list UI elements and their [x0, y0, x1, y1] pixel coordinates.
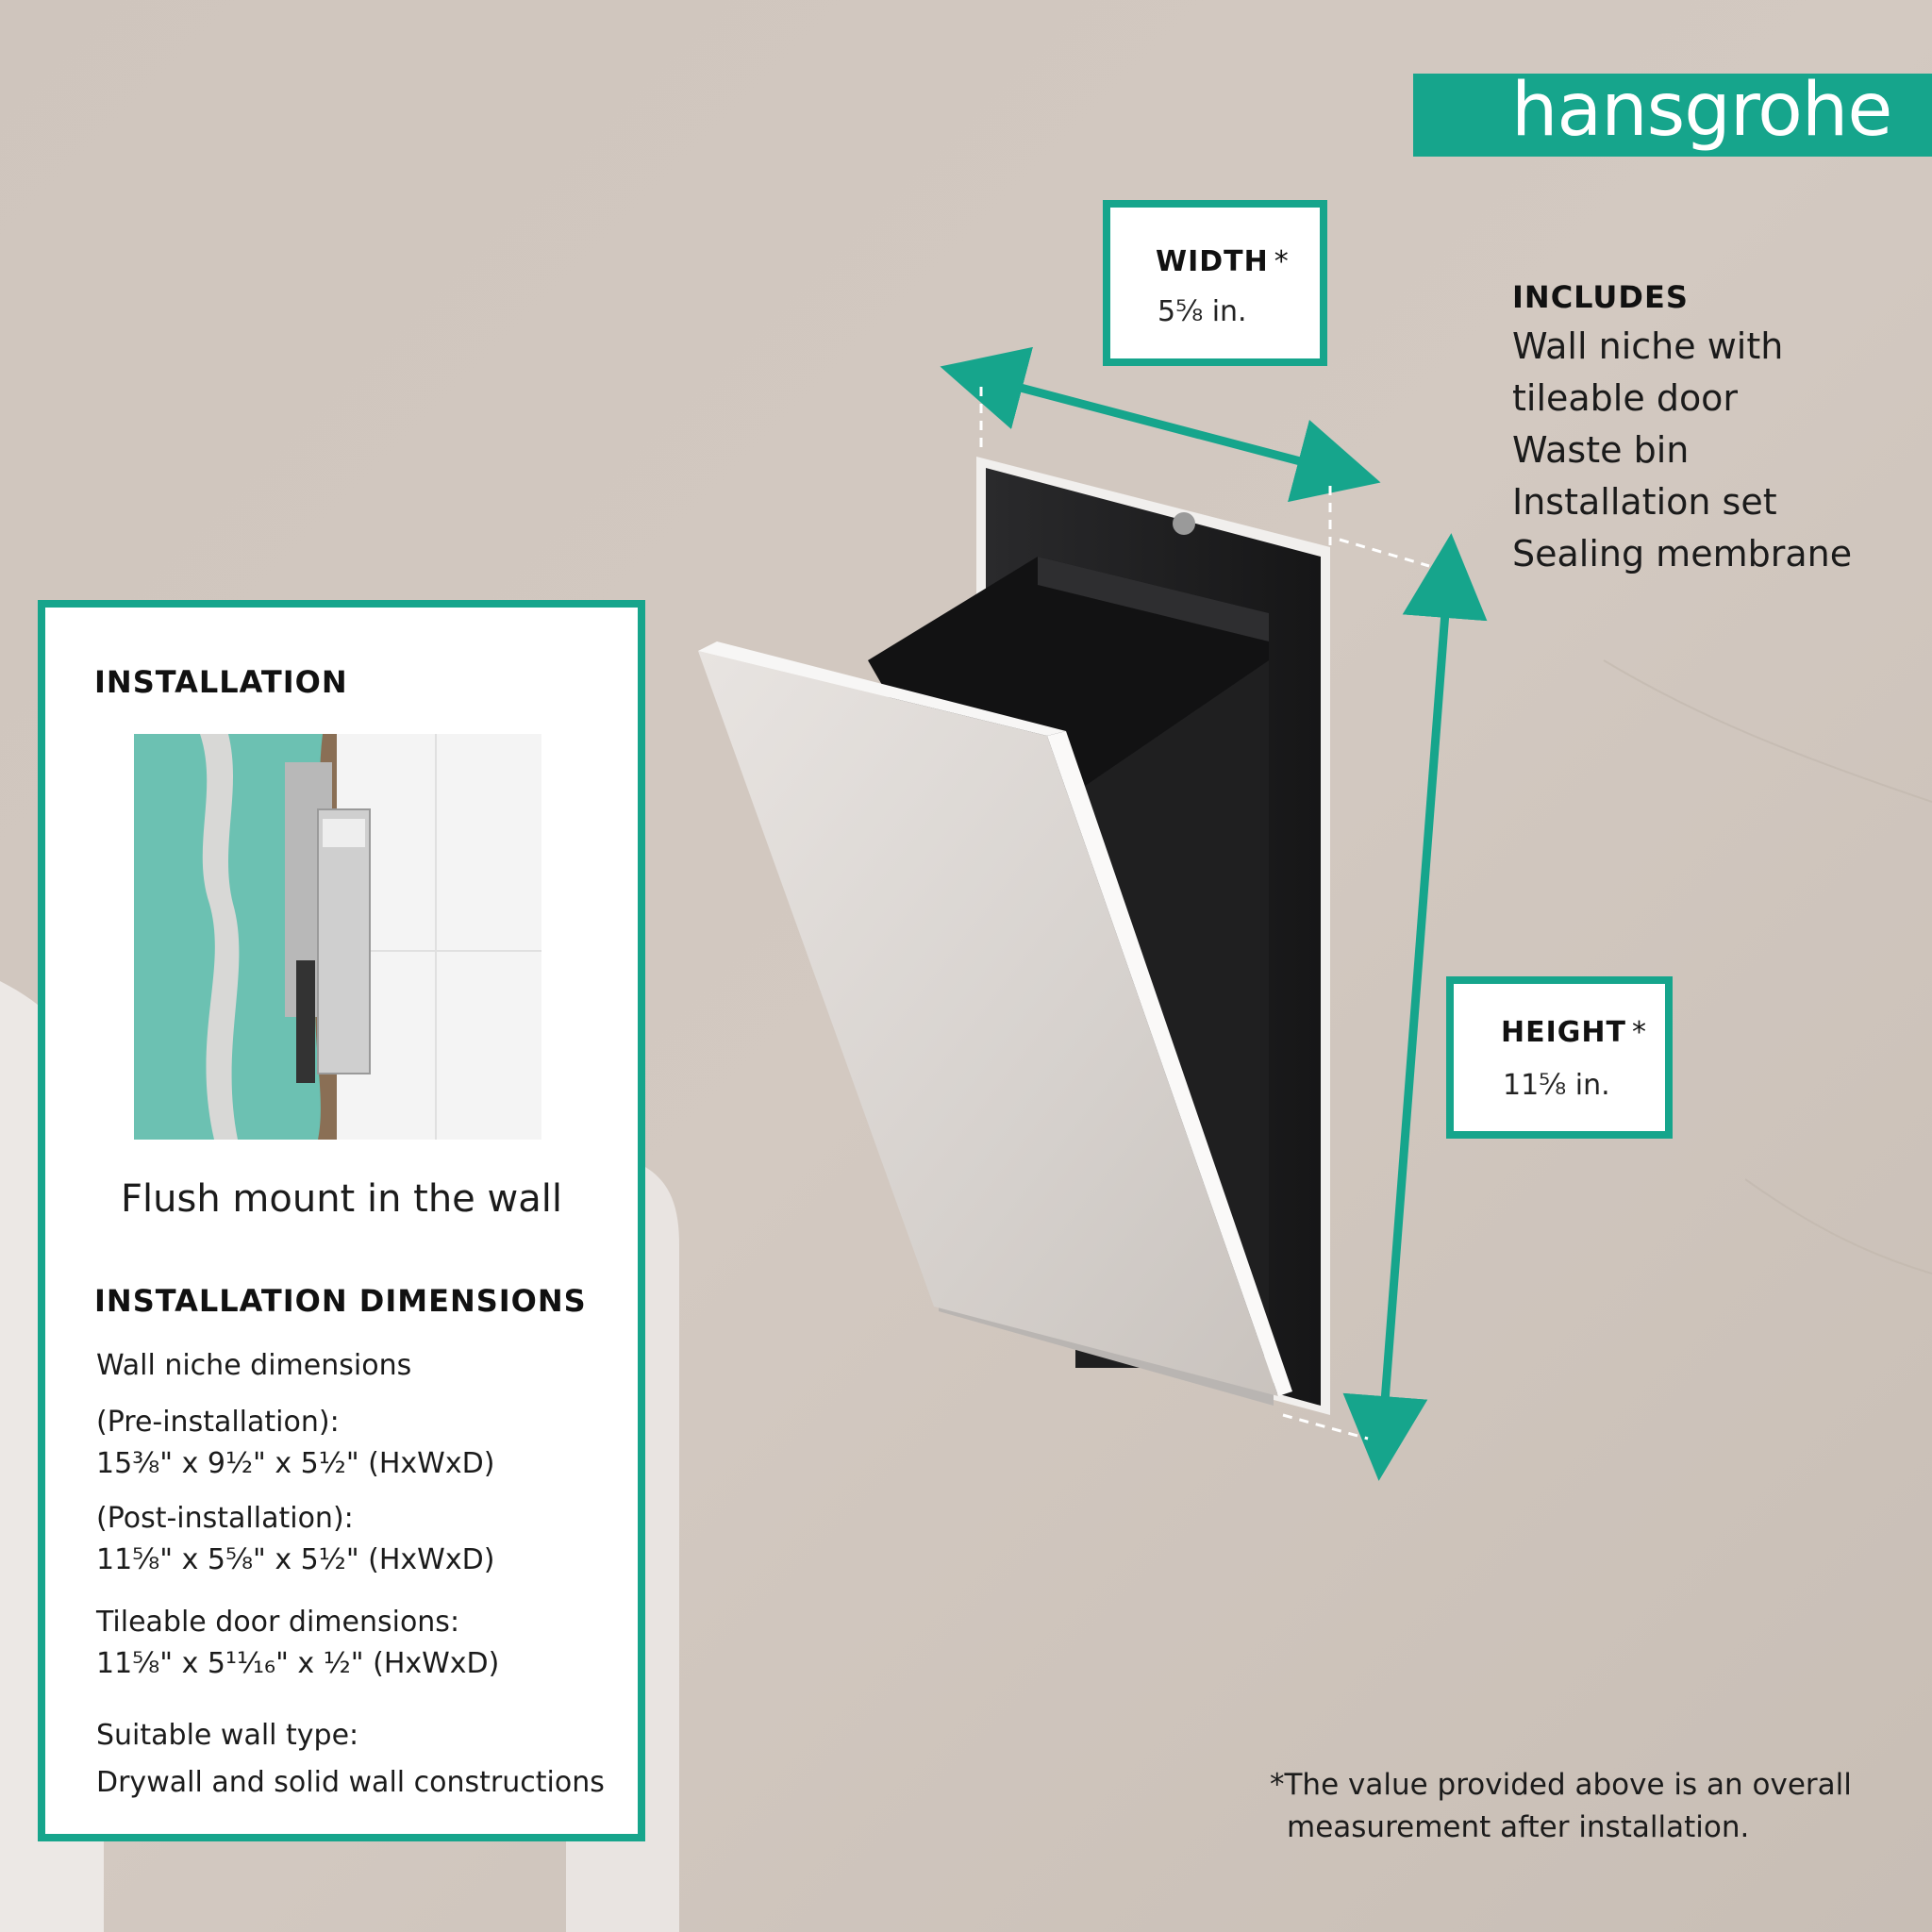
installation-caption: Flush mount in the wall [121, 1177, 562, 1221]
pre-installation-label: (Pre-installation): [96, 1406, 340, 1439]
height-title-text: HEIGHT [1501, 1016, 1626, 1049]
pre-installation-value: 15⅜" x 9½" x 5½" (HxWxD) [96, 1447, 495, 1480]
installation-diagram-image [134, 734, 541, 1140]
includes-title: INCLUDES [1512, 279, 1689, 315]
installation-dimensions-title: INSTALLATION DIMENSIONS [94, 1283, 587, 1319]
tileable-door-label: Tileable door dimensions: [96, 1606, 460, 1639]
niche-dimensions-label: Wall niche dimensions [96, 1349, 412, 1382]
logo-text: hansgrohe [1511, 68, 1892, 153]
width-title-text: WIDTH [1156, 245, 1269, 278]
tileable-door-value: 11⅝" x 5¹¹⁄₁₆" x ½" (HxWxD) [96, 1647, 500, 1680]
footnote-line-2: measurement after installation. [1287, 1810, 1750, 1844]
height-asterisk: * [1631, 1016, 1647, 1049]
width-title [1156, 245, 1290, 278]
width-asterisk: * [1274, 245, 1290, 278]
hansgrohe-logo [1413, 68, 1932, 157]
footnote [1270, 1764, 1911, 1849]
includes-item: Installation set [1512, 481, 1777, 523]
height-title [1501, 1016, 1647, 1049]
footnote-line-1: *The value provided above is an overall [1270, 1768, 1852, 1802]
post-installation-value: 11⅝" x 5⅝" x 5½" (HxWxD) [96, 1543, 495, 1576]
includes-list [1512, 279, 1908, 580]
post-installation-label: (Post-installation): [96, 1502, 354, 1535]
includes-item: Wall niche with [1512, 325, 1784, 367]
wall-type-value: Drywall and solid wall constructions [96, 1766, 605, 1799]
width-value: 5⅝ in. [1158, 295, 1247, 328]
height-callout [1446, 976, 1673, 1139]
installation-panel [38, 600, 645, 1841]
includes-item: Sealing membrane [1512, 533, 1853, 575]
includes-item: tileable door [1512, 377, 1739, 419]
wall-type-label: Suitable wall type: [96, 1719, 359, 1752]
includes-item: Waste bin [1512, 429, 1690, 471]
installation-title: INSTALLATION [94, 664, 348, 700]
height-value: 11⅝ in. [1503, 1069, 1610, 1102]
width-callout [1103, 200, 1327, 366]
